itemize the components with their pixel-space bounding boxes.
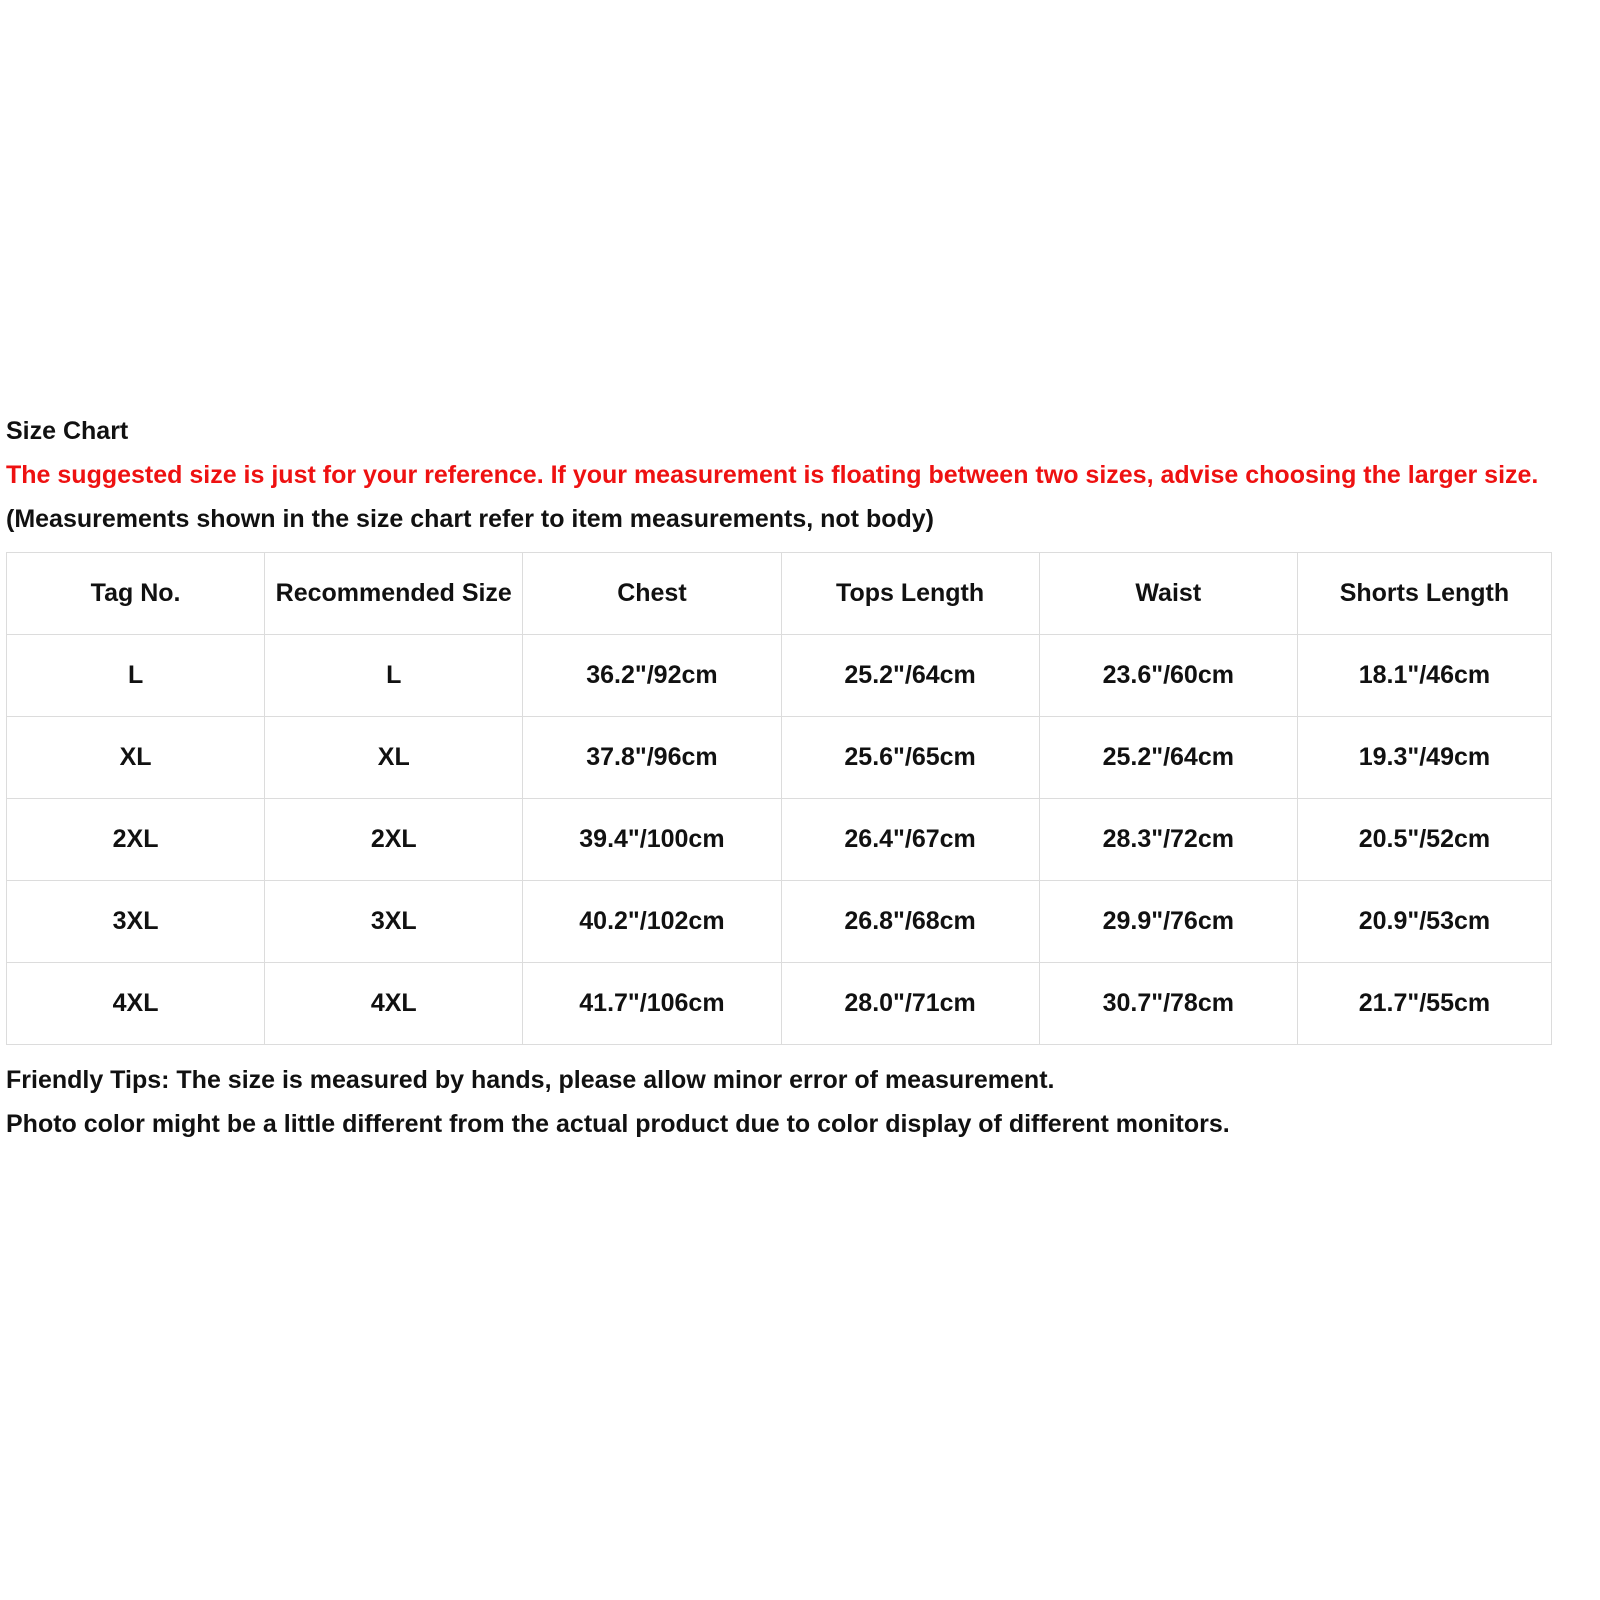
cell-waist: 30.7"/78cm — [1039, 963, 1297, 1045]
size-chart-document — [6, 416, 1596, 1153]
header-shorts-length: Shorts Length — [1297, 553, 1551, 635]
tip-photo-color: Photo color might be a little different from the actual product due to color display of different monitors. — [6, 1110, 1230, 1138]
size-chart-title: Size Chart — [6, 417, 129, 445]
cell-shorts-length: 18.1"/46cm — [1297, 635, 1551, 717]
cell-waist: 28.3"/72cm — [1039, 799, 1297, 881]
cell-tag-no: 2XL — [7, 799, 265, 881]
size-table — [6, 552, 1552, 1045]
cell-shorts-length: 20.5"/52cm — [1297, 799, 1551, 881]
cell-tag-no: L — [7, 635, 265, 717]
friendly-tips — [6, 1065, 1596, 1153]
header-waist: Waist — [1039, 553, 1297, 635]
cell-tops-length: 28.0"/71cm — [781, 963, 1039, 1045]
cell-waist: 29.9"/76cm — [1039, 881, 1297, 963]
tip-measurement-error: Friendly Tips: The size is measured by hands, please allow minor error of measurement. — [6, 1066, 1055, 1094]
cell-tag-no: 4XL — [7, 963, 265, 1045]
cell-chest: 36.2"/92cm — [523, 635, 781, 717]
cell-chest: 37.8"/96cm — [523, 717, 781, 799]
cell-recommended-size: L — [265, 635, 523, 717]
table-header-row — [7, 553, 1552, 635]
size-advice-warning: The suggested size is just for your reference. If your measurement is floating between two sizes, advise choosing the larger size. — [6, 461, 1539, 489]
cell-tag-no: 3XL — [7, 881, 265, 963]
cell-shorts-length: 21.7"/55cm — [1297, 963, 1551, 1045]
cell-waist: 23.6"/60cm — [1039, 635, 1297, 717]
header-chest: Chest — [523, 553, 781, 635]
cell-recommended-size: 4XL — [265, 963, 523, 1045]
header-tag-no: Tag No. — [7, 553, 265, 635]
cell-shorts-length: 20.9"/53cm — [1297, 881, 1551, 963]
cell-recommended-size: 2XL — [265, 799, 523, 881]
cell-chest: 41.7"/106cm — [523, 963, 781, 1045]
cell-tops-length: 26.8"/68cm — [781, 881, 1039, 963]
table-row — [7, 881, 1552, 963]
table-row — [7, 717, 1552, 799]
cell-recommended-size: XL — [265, 717, 523, 799]
table-row — [7, 963, 1552, 1045]
cell-tops-length: 25.6"/65cm — [781, 717, 1039, 799]
cell-shorts-length: 19.3"/49cm — [1297, 717, 1551, 799]
table-row — [7, 635, 1552, 717]
table-row — [7, 799, 1552, 881]
cell-tops-length: 25.2"/64cm — [781, 635, 1039, 717]
cell-waist: 25.2"/64cm — [1039, 717, 1297, 799]
measurement-note: (Measurements shown in the size chart refer to item measurements, not body) — [6, 505, 934, 533]
cell-chest: 40.2"/102cm — [523, 881, 781, 963]
header-tops-length: Tops Length — [781, 553, 1039, 635]
cell-tag-no: XL — [7, 717, 265, 799]
cell-tops-length: 26.4"/67cm — [781, 799, 1039, 881]
cell-recommended-size: 3XL — [265, 881, 523, 963]
header-recommended-size: Recommended Size — [265, 553, 523, 635]
cell-chest: 39.4"/100cm — [523, 799, 781, 881]
